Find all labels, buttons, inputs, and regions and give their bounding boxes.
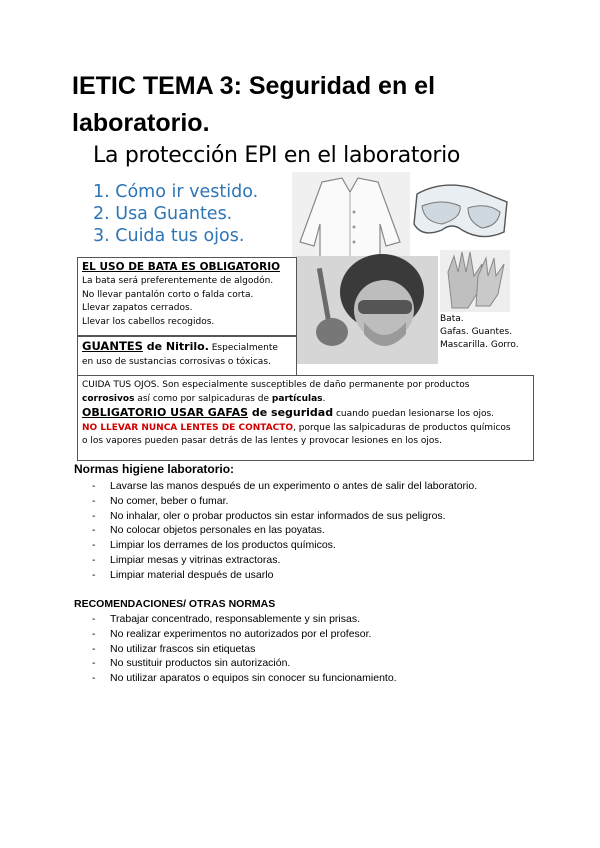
list-item: - No sustituir productos sin autorización. bbox=[92, 657, 291, 670]
list-item: - Limpiar material después de usarlo bbox=[92, 568, 274, 581]
ojos-warning: NO LLEVAR NUNCA LENTES DE CONTACTO bbox=[82, 422, 294, 433]
guantes-text2: en uso de sustancias corrosivas o tóxicas. bbox=[82, 357, 271, 367]
ojos-line3c: cuando puedan lesionarse los ojos. bbox=[333, 409, 495, 419]
bata-line: No llevar pantalón corto o falda corta. bbox=[82, 289, 254, 300]
ojos-line4b: , porque las salpicaduras de productos químicos bbox=[293, 422, 511, 433]
ojos-box bbox=[77, 375, 534, 461]
safety-goggles-image bbox=[414, 185, 507, 236]
list-item: - Lavarse las manos después de un experimento o antes de salir del laboratorio. bbox=[92, 480, 478, 492]
ojos-line2d: . bbox=[322, 393, 326, 404]
ojos-line5: o los vapores pueden pasar detrás de las lentes y provocar lesiones en los ojos. bbox=[82, 436, 442, 446]
section-subtitle: La protección EPI en el laboratorio bbox=[93, 143, 461, 168]
list-item: - Trabajar concentrado, responsablemente y sin prisas. bbox=[92, 613, 360, 625]
page-title: IETIC TEMA 3: Seguridad en el laboratorio. bbox=[72, 72, 436, 137]
bata-line: La bata será preferentemente de algodón. bbox=[82, 276, 274, 286]
bata-heading: EL USO DE BATA ES OBLIGATORIO bbox=[82, 261, 281, 273]
list-item: - No inhalar, oler o probar productos sin estar informados de sus peligros. bbox=[92, 509, 446, 522]
step-item: 2. Usa Guantes. bbox=[93, 204, 233, 224]
guantes-text1: Especialmente bbox=[208, 343, 278, 353]
ojos-line2b: así como por salpicaduras de bbox=[134, 393, 272, 404]
lab-coat-image bbox=[292, 172, 410, 262]
recomendaciones-heading: RECOMENDACIONES/ OTRAS NORMAS bbox=[74, 598, 276, 610]
caption-line: Mascarilla. Gorro. bbox=[440, 340, 519, 350]
ojos-corrosivos: corrosivos bbox=[82, 393, 135, 404]
guantes-rest: de Nitrilo. bbox=[142, 340, 209, 353]
list-item: - No comer, beber o fumar. bbox=[92, 494, 229, 507]
ojos-seguridad: de seguridad bbox=[248, 406, 334, 419]
bata-line: Llevar los cabellos recogidos. bbox=[82, 316, 215, 327]
caption-line: Gafas. Guantes. bbox=[440, 327, 513, 337]
ojos-line1: CUIDA TUS OJOS. Son especialmente susceptibles de daño permanente por productos bbox=[82, 380, 470, 390]
caption-line: Bata. bbox=[440, 314, 464, 324]
normas-list bbox=[92, 479, 477, 583]
epi-steps-list bbox=[93, 181, 258, 247]
bata-line: Llevar zapatos cerrados. bbox=[82, 303, 193, 313]
scientist-image bbox=[296, 254, 438, 364]
image-caption bbox=[440, 313, 519, 352]
list-item: - No realizar experimentos no autorizados por el profesor. bbox=[92, 627, 372, 640]
guantes-word: GUANTES bbox=[82, 339, 143, 353]
list-item: - No utilizar aparatos o equipos sin conocer su funcionamiento. bbox=[92, 672, 397, 685]
step-item: 3. Cuida tus ojos. bbox=[93, 226, 245, 246]
gloves-image bbox=[440, 250, 510, 312]
bata-box bbox=[77, 257, 297, 336]
list-item: - Limpiar los derrames de los productos químicos. bbox=[92, 539, 336, 552]
normas-heading: Normas higiene laboratorio: bbox=[74, 462, 235, 476]
list-item: - Limpiar mesas y vitrinas extractoras. bbox=[92, 553, 281, 566]
recomendaciones-list bbox=[92, 612, 397, 686]
step-item: 1. Cómo ir vestido. bbox=[93, 182, 259, 202]
list-item: - No utilizar frascos sin etiquetas bbox=[92, 642, 256, 655]
ojos-particulas: partículas bbox=[271, 393, 323, 404]
ojos-obligatorio: OBLIGATORIO USAR GAFAS bbox=[82, 406, 249, 419]
guantes-box bbox=[77, 336, 297, 380]
list-item: - No colocar objetos personales en las poyatas. bbox=[92, 524, 325, 537]
